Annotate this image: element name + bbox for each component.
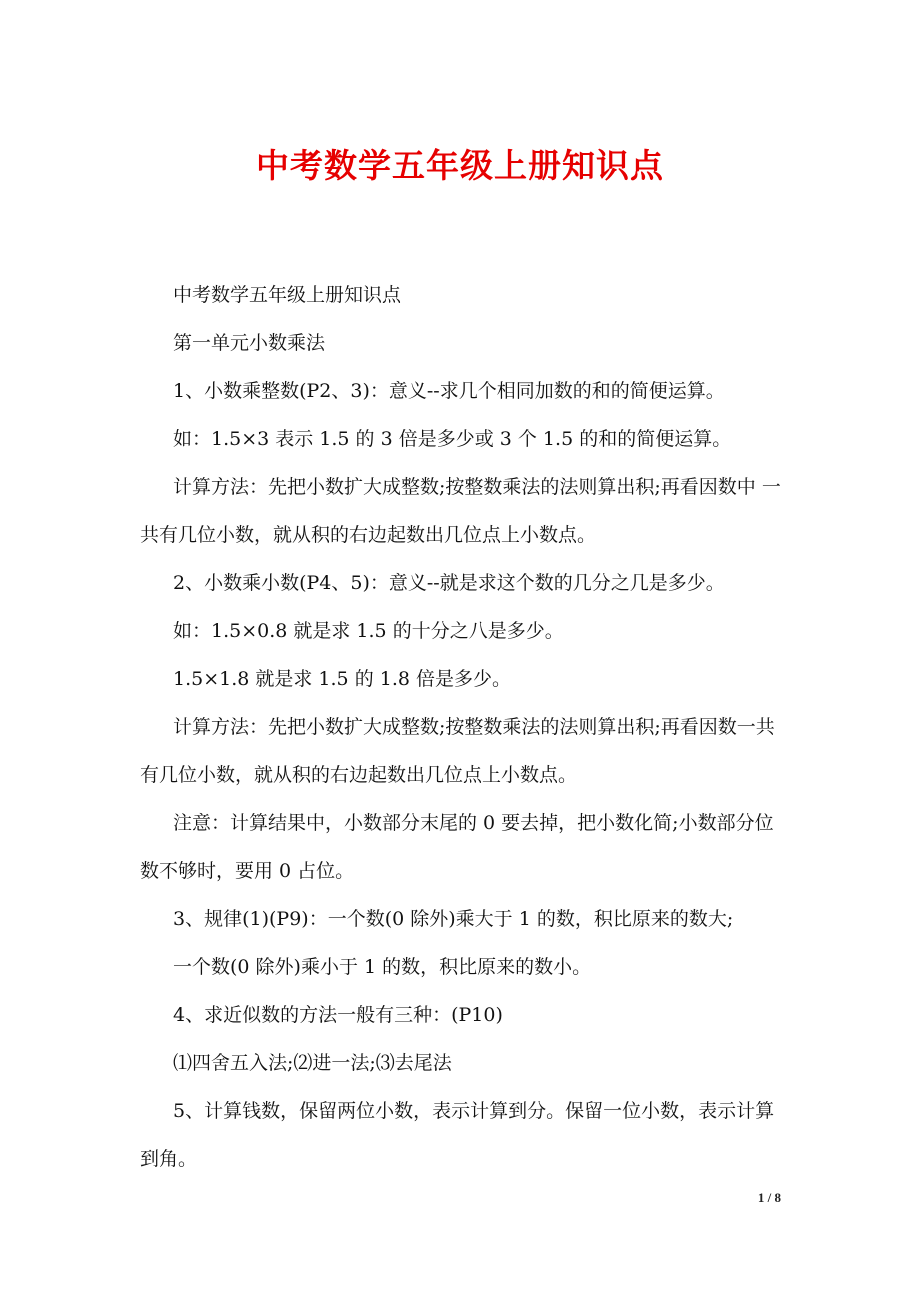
paragraph-point-3: 3、规律(1)(P9)：一个数(0 除外)乘大于 1 的数，积比原来的数大; xyxy=(173,908,734,930)
paragraph-point-2: 2、小数乘小数(P4、5)：意义--就是求这个数的几分之几是多少。 xyxy=(173,572,725,594)
page-number: 1 / 8 xyxy=(757,1190,781,1205)
paragraph-example-1: 如：1.5×3 表示 1.5 的 3 倍是多少或 3 个 1.5 的和的简便运算。 xyxy=(173,428,732,450)
paragraph-unit-title: 第一单元小数乘法 xyxy=(173,332,326,354)
paragraph-note: 注意：计算结果中，小数部分末尾的 0 要去掉，把小数化简;小数部分位数不够时，要用 0 占位。 xyxy=(140,812,774,882)
paragraph-point-5: 5、计算钱数，保留两位小数，表示计算到分。保留一位小数，表示计算到角。 xyxy=(140,1100,775,1170)
paragraph-point-4: 4、求近似数的方法一般有三种：(P10) xyxy=(173,1004,503,1026)
paragraph-point-1: 1、小数乘整数(P2、3)：意义--求几个相同加数的和的简便运算。 xyxy=(173,380,725,402)
paragraph-method-2: 计算方法：先把小数扩大成整数;按整数乘法的法则算出积;再看因数一共有几位小数，就从积的右边起数出几位点上小数点。 xyxy=(140,716,775,786)
paragraph-example-2a: 如：1.5×0.8 就是求 1.5 的十分之八是多少。 xyxy=(173,620,564,642)
document-body xyxy=(140,271,785,1183)
document-title: 中考数学五年级上册知识点 xyxy=(256,146,664,185)
paragraph-point-3-cont: 一个数(0 除外)乘小于 1 的数，积比原来的数小。 xyxy=(173,956,592,978)
paragraph-heading: 中考数学五年级上册知识点 xyxy=(173,284,402,306)
paragraph-example-2b: 1.5×1.8 就是求 1.5 的 1.8 倍是多少。 xyxy=(173,668,511,690)
paragraph-method-1: 计算方法：先把小数扩大成整数;按整数乘法的法则算出积;再看因数中 一共有几位小数，就从积的右边起数出几位点上小数点。 xyxy=(140,476,781,546)
paragraph-point-4-methods: ⑴四舍五入法;⑵进一法;⑶去尾法 xyxy=(173,1052,452,1074)
